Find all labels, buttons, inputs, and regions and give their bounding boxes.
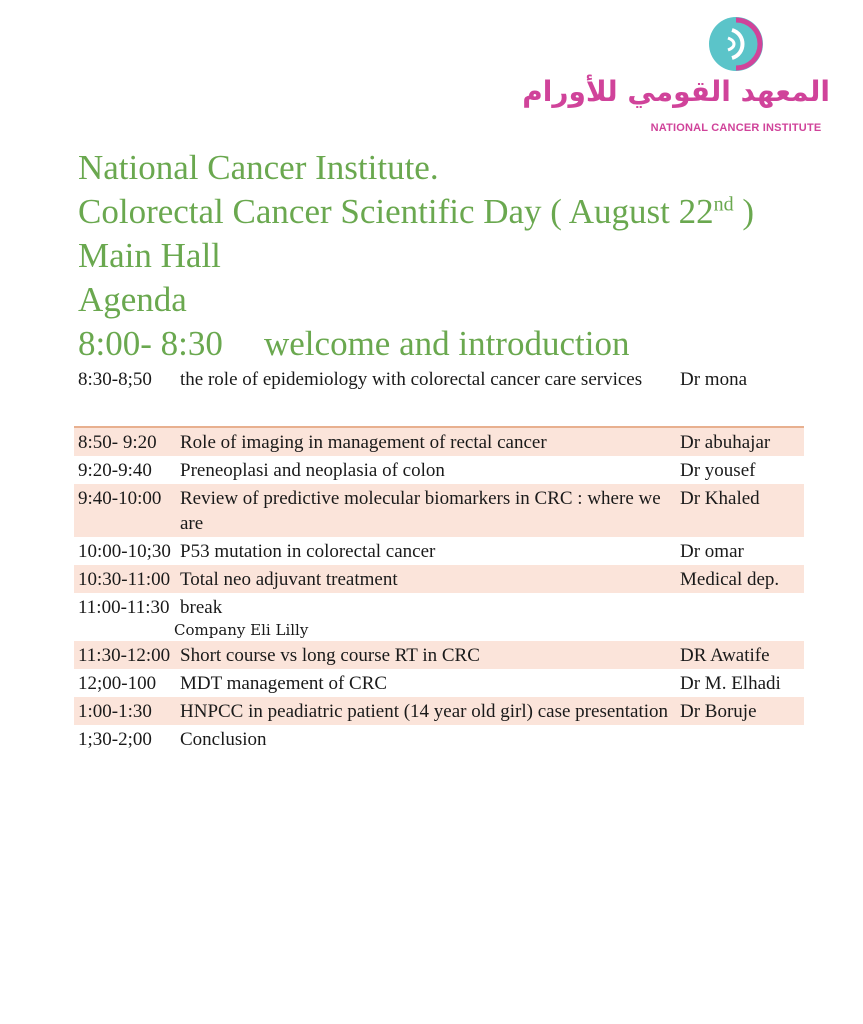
table-row <box>74 456 804 484</box>
session-speaker: Dr abuhajar <box>676 427 804 456</box>
session-speaker <box>676 725 804 753</box>
session-topic-cell <box>176 593 676 641</box>
event-title <box>78 190 848 234</box>
session-speaker: Dr M. Elhadi <box>680 673 781 694</box>
institute-logo <box>522 10 836 140</box>
session-time: 8:30-8;50 <box>78 369 152 390</box>
event-title-main: Colorectal Cancer Scientific Day ( August 22 <box>78 192 714 231</box>
session-speaker: Dr yousef <box>680 460 756 481</box>
session-time: 10:30-11:00 <box>74 565 176 593</box>
session-speaker: Dr mona <box>680 369 748 390</box>
session-speaker: Dr Boruje <box>676 697 804 725</box>
welcome-session <box>78 322 848 366</box>
session-time: 12;00-100 <box>78 673 157 694</box>
session-time: 9:40-10:00 <box>74 484 176 537</box>
session-topic: Role of imaging in management of rectal cancer <box>176 427 676 456</box>
session-speaker: Medical dep. <box>676 565 804 593</box>
logo-english-name: NATIONAL CANCER INSTITUTE <box>650 122 822 134</box>
session-speaker: Dr omar <box>680 541 744 562</box>
ribbon-emblem-icon <box>706 14 766 74</box>
table-row <box>74 669 804 697</box>
session-topic: the role of epidemiology with colorectal cancer care services <box>180 369 643 390</box>
session-topic: Total neo adjuvant treatment <box>176 565 676 593</box>
institute-title: National Cancer Institute. <box>78 148 439 187</box>
welcome-text: welcome and introduction <box>264 324 630 363</box>
agenda-heading: Agenda <box>78 280 187 319</box>
session-topic: Short course vs long course RT in CRC <box>176 641 676 669</box>
table-row <box>74 593 804 641</box>
venue: Main Hall <box>78 236 221 275</box>
session-time: 9:20-9:40 <box>78 460 152 481</box>
session-time: 1:00-1:30 <box>74 697 176 725</box>
logo-arabic-name: المعهد القومي للأورام <box>522 75 830 108</box>
session-topic: MDT management of CRC <box>180 673 388 694</box>
table-row <box>74 484 804 537</box>
session-time: 1;30-2;00 <box>78 729 152 750</box>
session-topic: Preneoplasi and neoplasia of colon <box>180 460 445 481</box>
session-speaker: Dr Khaled <box>676 484 804 537</box>
welcome-time: 8:00- 8:30 <box>78 324 223 363</box>
event-headings <box>78 146 848 366</box>
table-row <box>74 697 804 725</box>
table-row <box>74 725 804 753</box>
session-speaker <box>676 593 804 641</box>
session-topic: P53 mutation in colorectal cancer <box>180 541 436 562</box>
session-topic: Review of predictive molecular biomarkers in CRC : where we are <box>176 484 676 537</box>
session-time: 8:50- 9:20 <box>74 427 176 456</box>
table-row <box>74 537 804 565</box>
row-spacer <box>74 393 804 427</box>
table-row <box>74 565 804 593</box>
event-title-ordinal: nd <box>713 193 734 216</box>
session-speaker: DR Awatife <box>676 641 804 669</box>
session-time: 10:00-10;30 <box>78 541 171 562</box>
table-row <box>74 641 804 669</box>
table-row <box>74 427 804 456</box>
session-topic: HNPCC in peadiatric patient (14 year old girl) case presentation <box>176 697 676 725</box>
session-sponsor: Company Eli Lilly <box>174 621 309 639</box>
table-row <box>74 365 804 393</box>
event-title-end: ) <box>733 192 755 231</box>
session-time: 11:30-12:00 <box>74 641 176 669</box>
session-topic: Conclusion <box>180 729 267 750</box>
session-time: 11:00-11:30 <box>78 597 170 618</box>
agenda-table <box>74 365 804 753</box>
session-topic: break <box>180 597 223 618</box>
